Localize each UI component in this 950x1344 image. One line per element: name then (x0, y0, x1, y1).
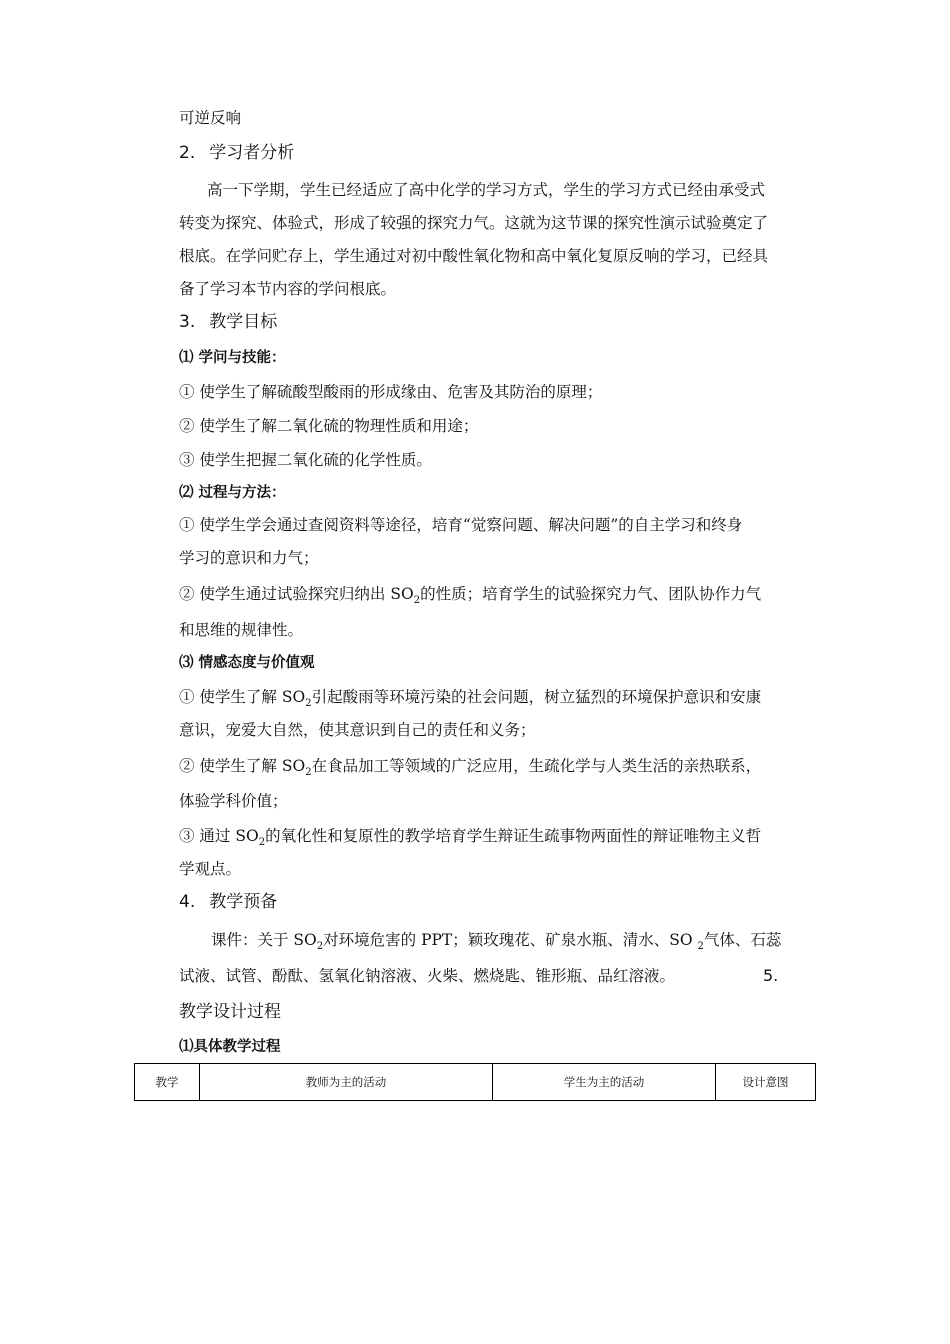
subscript: 2 (316, 941, 324, 952)
subscript: 2 (697, 941, 704, 952)
section-number: 4. (179, 892, 196, 912)
section-5-title: 教学设计过程 (179, 1002, 281, 1022)
objective-item-cont: 学观点。 (179, 860, 242, 878)
text-run: 对环境危害的 PPT；颖玫瑰花、矿泉水瓶、清水、SO (323, 931, 698, 949)
objective-item: ① 使学生学会通过查阅资料等途径，培育“觉察问题、解决问题”的自主学习和终身 (179, 516, 743, 534)
text-run: 的性质；培育学生的试验探究力气、团队协作力气 (420, 585, 762, 603)
objective-item-cont: 体验学科价值； (179, 792, 288, 810)
objective-item-cont: 和思维的规律性。 (179, 621, 304, 639)
subscript: 2 (413, 595, 421, 606)
section-2-heading (179, 143, 294, 163)
text-run: 的氧化性和复原性的教学培育学生辩证生疏事物两面性的辩证唯物主义哲 (265, 827, 762, 845)
objective-item (179, 826, 761, 846)
objective-item-cont: 学习的意识和力气； (179, 549, 319, 567)
objective-item: ③ 使学生把握二氧化硫的化学性质。 (179, 451, 432, 469)
table-header-cell: 教师为主的活动 (200, 1064, 493, 1101)
paragraph-line: 根底。在学问贮存上，学生通过对初中酸性氧化物和高中氧化复原反响的学习，已经具 (179, 247, 769, 265)
text-run: 课件：关于 SO (211, 931, 317, 949)
subscript: 2 (305, 767, 312, 778)
preparation-line: 试液、试管、酚酞、氢氧化钠溶液、火柴、燃烧匙、锥形瓶、品红溶液。 (179, 967, 676, 985)
objective-item-cont: 意识，宠爱大自然，使其意识到自己的责任和义务； (179, 721, 536, 739)
objective-item (179, 584, 761, 604)
subheading-attitude: ⑶ 情感态度与价值观 (179, 655, 315, 671)
table-header-row (135, 1064, 816, 1101)
paragraph-line: 备了学习本节内容的学问根底。 (179, 280, 397, 298)
text-run: 引起酸雨等环境污染的社会问题，树立猛烈的环境保护意识和安康 (311, 688, 762, 706)
text-run: 气体、石蕊 (703, 931, 782, 949)
text-run: ③ 通过 SO (179, 827, 259, 845)
table-header-cell: 学生为主的活动 (493, 1064, 716, 1101)
text-run: ② 使学生了解 SO (179, 757, 306, 775)
section-title: 学习者分析 (209, 143, 295, 163)
section-title: 教学目标 (209, 312, 278, 332)
subheading-detailed-process: ⑴具体教学过程 (179, 1039, 281, 1055)
text-run: ② 使学生通过试验探究归纳出 SO (179, 585, 414, 603)
preparation-line (211, 930, 781, 950)
objective-item: ① 使学生了解硫酸型酸雨的形成缘由、危害及其防治的原理； (179, 383, 603, 401)
objective-item (179, 756, 761, 776)
section-4-heading (179, 892, 277, 912)
section-number: 3. (179, 312, 196, 332)
paragraph-line: 高一下学期，学生已经适应了高中化学的学习方式，学生的学习方式已经由承受式 (207, 181, 766, 199)
table-header-cell: 教学 (135, 1064, 200, 1101)
text-run: 在食品加工等领域的广泛应用，生疏化学与人类生活的亲热联系， (311, 757, 762, 775)
teaching-process-table (134, 1063, 816, 1101)
subheading-process: ⑵ 过程与方法： (179, 485, 286, 501)
table-header-cell: 设计意图 (716, 1064, 816, 1101)
objective-item (179, 687, 761, 707)
subheading-knowledge: ⑴ 学问与技能： (179, 350, 286, 366)
subscript: 2 (305, 698, 312, 709)
paragraph-line: 转变为探究、体验式，形成了较强的探究力气。这就为这节课的探究性演示试验奠定了 (179, 214, 769, 232)
section-title: 教学预备 (209, 892, 278, 912)
text-run: ① 使学生了解 SO (179, 688, 306, 706)
section-5-number: 5. (763, 966, 779, 985)
objective-item: ② 使学生了解二氧化硫的物理性质和用途； (179, 417, 479, 435)
section-number: 2. (179, 143, 196, 163)
subscript: 2 (258, 837, 266, 848)
section-3-heading (179, 312, 277, 332)
line-reversible-reaction: 可逆反响 (179, 109, 242, 127)
